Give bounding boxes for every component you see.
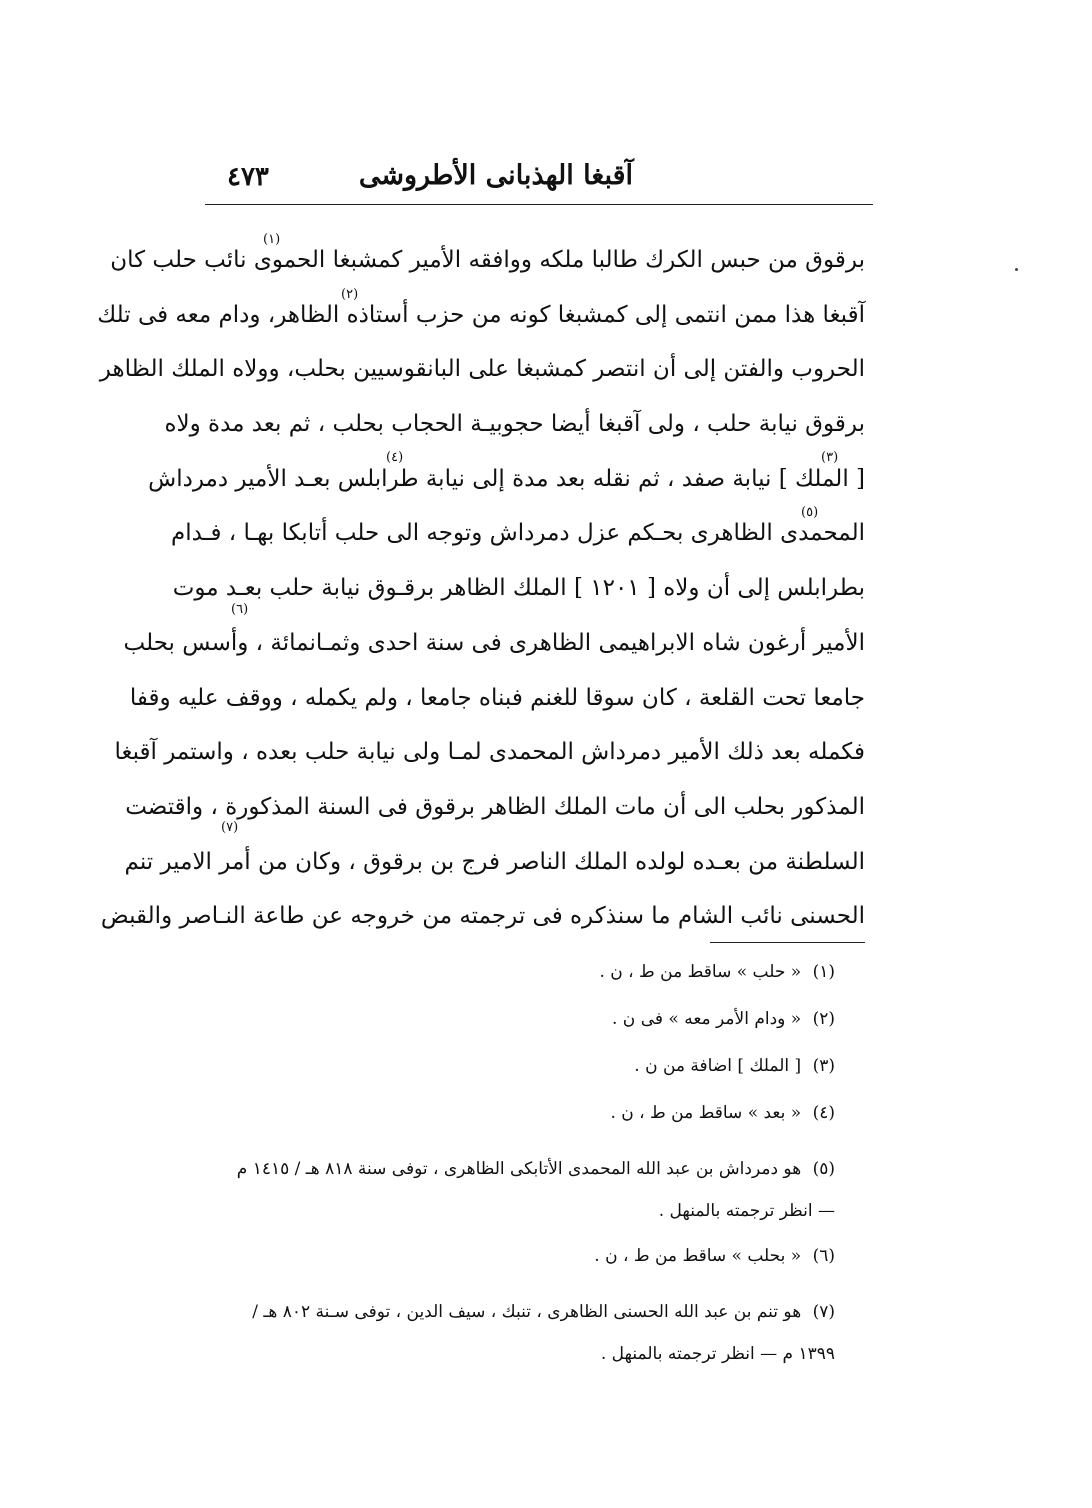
footnote-text: [ الملك ] اضافة من ن .: [634, 1056, 802, 1076]
footnote-number: (٦): [812, 1246, 835, 1266]
footnote-3: [215, 1054, 865, 1078]
note-marker-7: (٧): [221, 820, 239, 835]
text-line: الحسنى نائب الشام ما سنذكره فى ترجمته من خروجه عن طاعة النـاصر والقبض: [100, 903, 865, 930]
text-line: السلطنة من بعـده لولده الملك الناصر فرج بن برقوق ، وكان من أمر الامير تنم: [124, 848, 865, 875]
footnote-text: هو دمرداش بن عبد الله المحمدى الأتابكى الظاهرى ، توفى سنة ٨١٨ هـ / ١٤١٥ م — انظر ترجمته بالمنهل .: [236, 1159, 835, 1221]
footnote-text: « بعد » ساقط من ط ، ن .: [610, 1103, 802, 1123]
footnote-number: (١): [812, 962, 835, 982]
note-marker-2: (٢): [341, 287, 359, 302]
text-line: آقبغا هذا ممن انتمى إلى كمشبغا كونه من حزب أستاذه الظاهر، ودام معه فى تلك: [97, 301, 865, 328]
text-line: برقوق من حبس الكرك طالبا ملكه ووافقه الأمير كمشبغا الحموى نائب حلب كان: [110, 247, 865, 273]
text-line: المذكور بحلب الى أن مات الملك الظاهر برقوق فى السنة المذكورة ، واقتضت: [125, 793, 865, 820]
note-marker-5: (٥): [801, 505, 819, 520]
text-line: بطرابلس إلى أن ولاه [ ١٢٠١ ] الملك الظاهر برقـوق نيابة حلب بعـد موت: [172, 575, 865, 602]
note-marker-3: (٣): [821, 450, 839, 465]
footnote-number: (٣): [812, 1056, 835, 1076]
text-line: فكمله بعد ذلك الأمير دمرداش المحمدى لمـا ولى نيابة حلب بعده ، واستمر آقبغا: [114, 739, 865, 766]
footnote-text: « بحلب » ساقط من ط ، ن .: [594, 1246, 802, 1266]
text-line: برقوق نيابة حلب ، ولى آقبغا أيضا حجوبيـة الحجاب بحلب ، ثم بعد مدة ولاه: [164, 411, 865, 438]
text-line: الحروب والفتن إلى أن انتصر كمشبغا على البانقوسيين بحلب، وولاه الملك الظاهر: [99, 356, 865, 383]
note-marker-4: (٤): [386, 450, 404, 465]
page-number: ٤٧٣: [227, 162, 269, 192]
footnote-1: [215, 960, 865, 984]
note-marker-1: (١): [263, 232, 281, 247]
footnotes: [215, 960, 865, 1381]
main-text: [97, 240, 865, 951]
text-line: المحمدى الظاهرى بحـكم عزل دمرداش وتوجه الى حلب أتابكا بهـا ، فـدام: [171, 520, 865, 547]
text-line: [ الملك ] نيابة صفد ، ثم نقله بعد مدة إلى نيابة طرابلس بعـد الأمير دمرداش: [148, 465, 865, 492]
footnote-text: « حلب » ساقط من ط ، ن .: [599, 962, 802, 982]
footnote-text: هو تنم بن عبد الله الحسنى الظاهرى ، تنبك ، سيف الدين ، توفى سـنة ٨٠٢ هـ / ١٣٩٩ م — انظر ترجمته بالمنهل .: [252, 1302, 835, 1364]
page-header: [205, 150, 873, 202]
footnote-divider: [710, 942, 865, 943]
footnote-number: (٧): [812, 1302, 835, 1322]
note-marker-6: (٦): [231, 602, 249, 617]
footnote-number: (٢): [812, 1009, 835, 1029]
header-divider: [205, 204, 873, 205]
footnote-7: [215, 1291, 865, 1375]
footnote-6: [215, 1244, 865, 1268]
footnote-text: « ودام الأمر معه » فى ن .: [612, 1009, 802, 1029]
footnote-2: [215, 1007, 865, 1031]
margin-speck: [1015, 268, 1018, 271]
footnote-4: [215, 1101, 865, 1125]
running-title: آقبغا الهذبانى الأطروشى: [358, 160, 633, 191]
footnote-number: (٤): [812, 1103, 835, 1123]
text-line: الأمير أرغون شاه الابراهيمى الظاهرى فى سنة احدى وثمـانمائة ، وأسس بحلب: [123, 629, 865, 656]
text-line: جامعا تحت القلعة ، كان سوقا للغنم فبناه جامعا ، ولم يكمله ، ووقف عليه وقفا: [129, 684, 865, 711]
footnote-5: [215, 1148, 865, 1232]
footnote-number: (٥): [812, 1159, 835, 1179]
